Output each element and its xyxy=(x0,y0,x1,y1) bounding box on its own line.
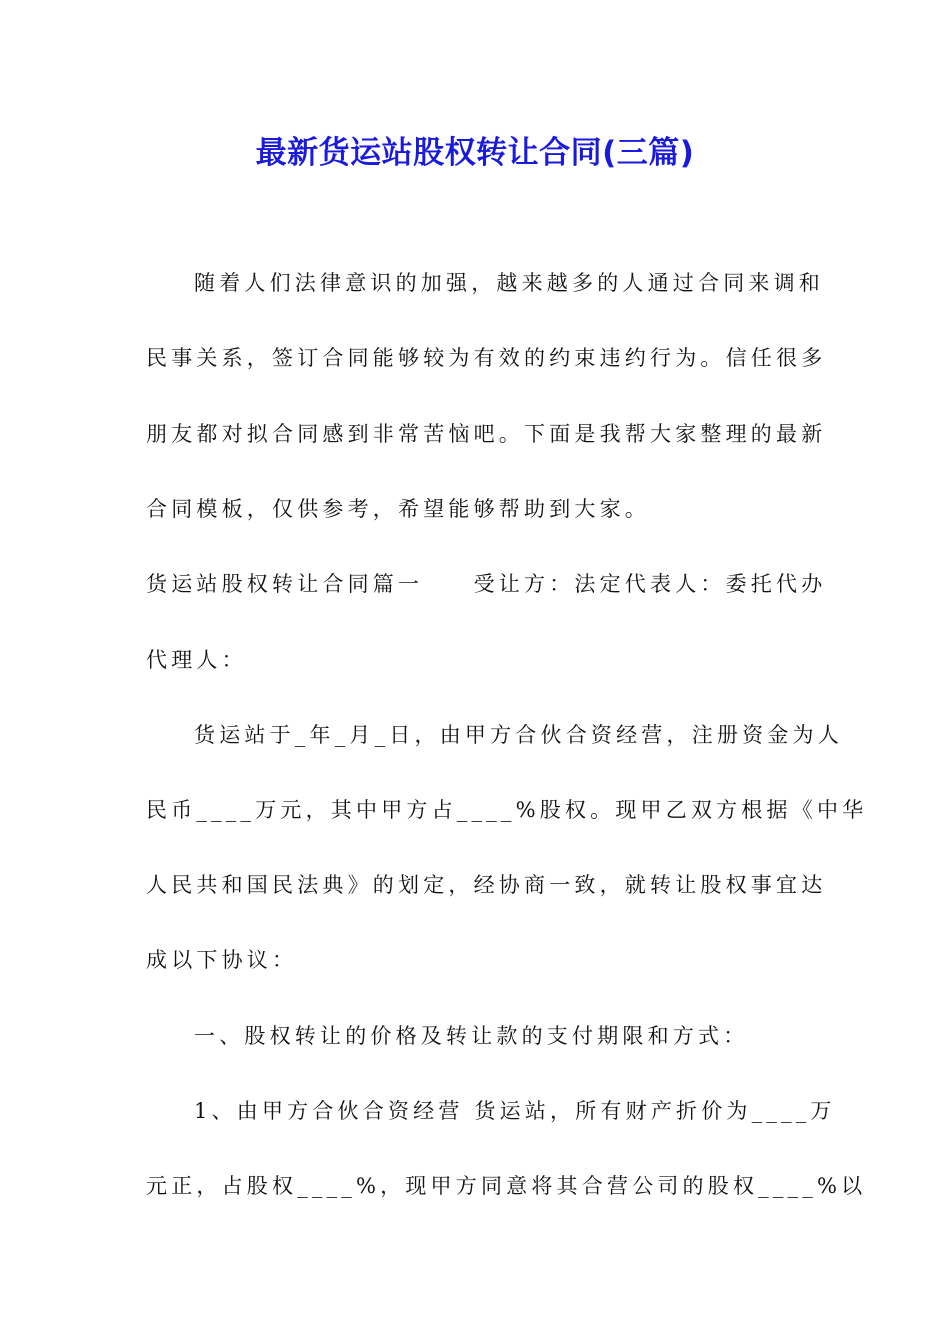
clause-heading-line: 一、股权转让的价格及转让款的支付期限和方式： xyxy=(194,1024,749,1048)
paragraph-line: 货运站于_年_月_日，由甲方合伙合资经营，注册资金为人 xyxy=(194,723,843,747)
paragraph-line: 成以下协议： xyxy=(146,948,298,972)
paragraph-line: 合同模板，仅供参考，希望能够帮助到大家。 xyxy=(146,497,650,521)
paragraph-line: 代理人： xyxy=(146,648,247,672)
clause-line: 1、由甲方合伙合资经营 货运站，所有财产折价为____万 xyxy=(194,1099,836,1123)
clause-line: 元正，占股权____%，现甲方同意将其合营公司的股权____%以 xyxy=(146,1174,867,1198)
paragraph-line: 朋友都对拟合同感到非常苦恼吧。下面是我帮大家整理的最新 xyxy=(146,422,827,446)
paragraph-line: 民币____万元，其中甲方占____%股权。现甲乙双方根据《中华 xyxy=(146,798,868,822)
paragraph-line: 随着人们法律意识的加强，越来越多的人通过合同来调和 xyxy=(194,271,824,295)
document-title: 最新货运站股权转让合同(三篇) xyxy=(255,135,695,171)
section-heading-line: 货运站股权转让合同篇一 受让方：法定代表人：委托代办 xyxy=(146,572,827,596)
paragraph-line: 民事关系，签订合同能够较为有效的约束违约行为。信任很多 xyxy=(146,346,827,370)
paragraph-line: 人民共和国民法典》的划定，经协商一致，就转让股权事宜达 xyxy=(146,873,827,897)
